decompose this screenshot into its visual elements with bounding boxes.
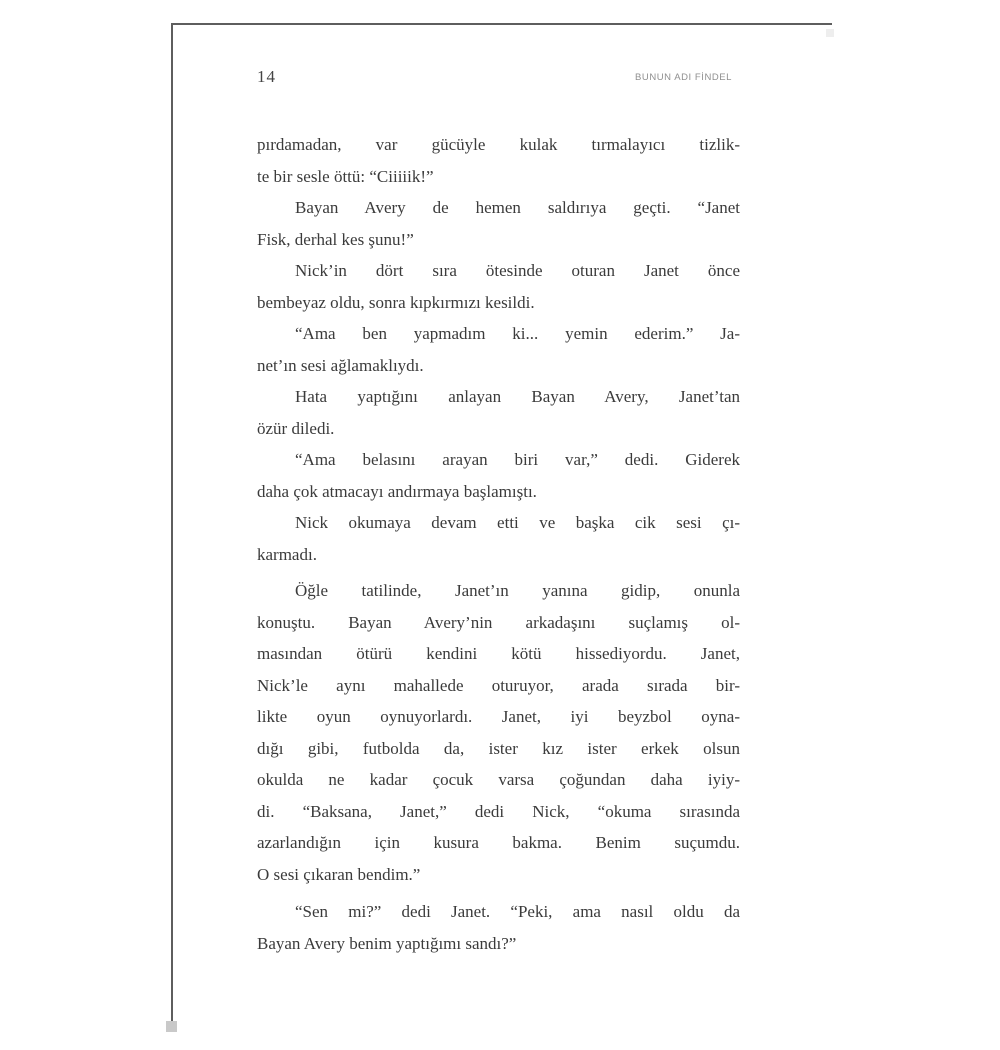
page-edge-left-line [171,23,173,1024]
text-line: te bir sesle öttü: “Ciiiiik!” [257,166,434,186]
scan-artifact [826,29,834,37]
paragraph [257,896,740,959]
text-line: konuştu. Bayan Avery’nin arkadaşını suçlamış ol- [257,612,740,632]
text-line: Nick’in dört sıra ötesinde oturan Janet önce [295,261,740,280]
paragraph [257,255,740,318]
text-line: Bayan Avery benim yaptığımı sandı?” [257,933,517,953]
text-line: özür diledi. [257,418,335,438]
text-line: Fisk, derhal kes şunu!” [257,229,414,249]
text-line: daha çok atmacayı andırmaya başlamıştı. [257,481,537,501]
text-line: bembeyaz oldu, sonra kıpkırmızı kesildi. [257,292,535,312]
text-line: “Ama ben yapmadım ki... yemin ederim.” Ja- [295,324,740,343]
text-line: Nick’le aynı mahallede oturuyor, arada sırada bir- [257,675,740,695]
page-edge-top-line [171,23,832,25]
text-line: azarlandığın için kusura bakma. Benim suçumdu. [257,833,740,852]
running-header [257,67,740,87]
running-title: BUNUN ADI FİNDEL [635,72,732,83]
text-line: Nick okumaya devam etti ve başka cik sesi çı- [295,513,740,532]
paragraph [257,575,740,890]
text-line: net’ın sesi ağlamaklıydı. [257,355,424,375]
paragraph [257,318,740,381]
text-line: O sesi çıkaran bendim.” [257,864,421,884]
page-corner-mark [166,1021,177,1032]
text-line: masından ötürü kendini kötü hissediyordu. Janet, [257,644,740,663]
body-text [257,129,740,959]
text-line: Öğle tatilinde, Janet’ın yanına gidip, onunla [295,581,740,600]
paragraph [257,129,740,192]
paragraph [257,444,740,507]
paragraph [257,507,740,570]
text-line: di. “Baksana, Janet,” dedi Nick, “okuma sırasında [257,801,740,821]
text-line: “Sen mi?” dedi Janet. “Peki, ama nasıl oldu da [295,902,740,921]
paragraph [257,381,740,444]
text-line: karmadı. [257,544,317,564]
text-line: “Ama belasını arayan biri var,” dedi. Giderek [295,450,740,469]
text-line: dığı gibi, futbolda da, ister kız ister erkek olsun [257,738,740,758]
text-line: likte oyun oynuyorlardı. Janet, iyi beyzbol oyna- [257,707,740,726]
text-line: pırdamadan, var gücüyle kulak tırmalayıcı tizlik- [257,135,740,154]
text-line: okulda ne kadar çocuk varsa çoğundan daha iyiy- [257,770,740,789]
text-line: Bayan Avery de hemen saldırıya geçti. “Janet [295,198,740,217]
page-number: 14 [257,67,276,86]
text-line: Hata yaptığını anlayan Bayan Avery, Janet’tan [295,387,740,406]
paragraph [257,192,740,255]
